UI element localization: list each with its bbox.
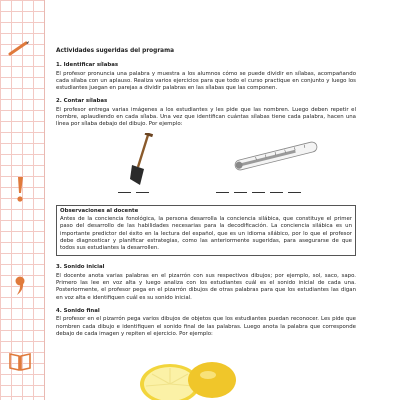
comma-icon bbox=[14, 275, 26, 297]
pencil-icon bbox=[8, 40, 30, 56]
section-heading: 3. Sonido inicial bbox=[56, 264, 105, 271]
illustrations-row bbox=[56, 129, 356, 199]
syllable-line bbox=[270, 192, 283, 193]
syllable-line bbox=[118, 192, 131, 193]
section-text: El profesor pronuncia una palabra y muestra a los alumnos cómo se puede dividir en sílabas, acompañando cada sílaba con un aplauso. Realiza varios ejercicios para que todo el curso practique en conjunto y luego los estudiantes juegan en parejas a dividir palabras en las sílabas que las componen. bbox=[56, 70, 356, 92]
exclamation-icon bbox=[12, 175, 28, 203]
section-heading: 2. Contar sílabas bbox=[56, 98, 108, 105]
section-heading: 1. Identificar sílabas bbox=[56, 62, 119, 69]
shovel-icon bbox=[128, 133, 154, 187]
section-identificar-silabas bbox=[56, 62, 356, 92]
thermometer-icon bbox=[226, 139, 326, 173]
observations-box bbox=[56, 205, 356, 257]
page-title: Actividades sugeridas del programa bbox=[56, 48, 175, 54]
section-sonido-inicial bbox=[56, 264, 356, 301]
sidebar-divider bbox=[44, 0, 45, 400]
section-text: El docente anota varias palabras en el pizarrón con sus respectivos dibujos; por ejemplo, sol, saco, sapo. Primero las lee en voz alta y luego analiza con los estudiantes cuál es el sonido inicial de cada una. Posteriormente, el profesor pega en el pizarrón dibujos de otras palabras para que los estudiantes las digan en voz alta e identifiquen cuál es su sonido inicial. bbox=[56, 272, 356, 301]
document-body bbox=[56, 48, 356, 344]
answer-lines-thermometer bbox=[216, 189, 306, 196]
observations-text: Antes de la conciencia fonológica, la persona desarrolla la conciencia silábica, que constituye el primer paso del desarrollo de las habilidades necesarias para la decodificación. La conciencia silábica es un importante predictor del éxito en la lectura del español, que es un idioma silábico, por lo que el profesor debe diagnosticar y planificar estrategias, como las anteriormente sugeridas, para asegurarse de que todos sus estudiantes la desarrollen. bbox=[60, 215, 352, 252]
syllable-line bbox=[136, 192, 149, 193]
observations-heading: Observaciones al docente bbox=[60, 207, 139, 214]
section-text: El profesor entrega varias imágenes a los estudiantes y les pide que las nombren. Luego deben repetir el nombre, aplaudiendo en cada sílaba. Una vez que identifican cuántas sílabas tiene cada palabra, hacen una línea por sílaba debajo del dibujo. Por ejemplo: bbox=[56, 106, 356, 128]
syllable-line bbox=[234, 192, 247, 193]
section-contar-silabas bbox=[56, 98, 356, 198]
syllable-line bbox=[216, 192, 229, 193]
syllable-line bbox=[288, 192, 301, 193]
answer-lines-shovel bbox=[118, 189, 154, 196]
book-icon bbox=[8, 350, 32, 372]
section-text: El profesor en el pizarrón pega varios dibujos de objetos que los estudiantes puedan reconocer. Les pide que nombren cada dibujo e identifiquen el sonido final de las palabras. Luego anota la palabra que corresponde debajo de cada imagen y repiten el ejercicio. Por ejemplo: bbox=[56, 316, 356, 337]
section-heading: 4. Sonido final bbox=[56, 307, 100, 314]
syllable-line bbox=[252, 192, 265, 193]
lemon-icon bbox=[138, 348, 238, 400]
section-sonido-final bbox=[56, 308, 356, 338]
